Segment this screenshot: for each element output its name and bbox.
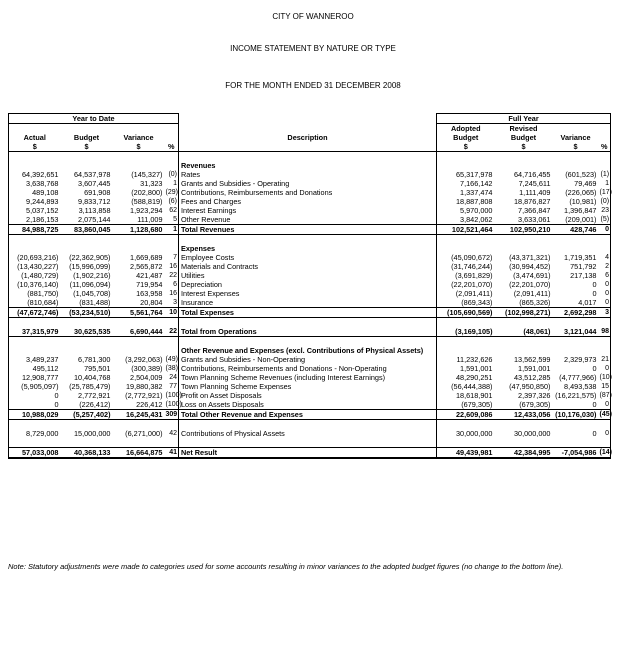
fy-variance-value: 217,138 [570, 271, 597, 280]
variance-value: 16,664,875 [113, 448, 165, 459]
fy-variance-pct: 1 [599, 179, 611, 188]
adopted-budget-value: (105,690,569) [437, 308, 495, 318]
line-description: Loss on Assets Disposals [179, 400, 437, 410]
variance-value: 5,561,764 [113, 308, 165, 318]
line-description: Town Planning Scheme Revenues (including Interest Earnings) [179, 373, 437, 382]
statement-title: INCOME STATEMENT BY NATURE OR TYPE [230, 44, 396, 53]
revised-budget-value: 1,111,409 [519, 188, 551, 197]
line-description: Fees and Charges [179, 197, 437, 206]
fy-variance-pct: (45) [599, 411, 612, 418]
fy-variance-pct: (10) [599, 374, 612, 381]
fy-variance-pct: 6 [599, 271, 611, 280]
fy-variance-value: (209,001) [565, 215, 597, 224]
actual-value: 5,037,152 [9, 206, 61, 215]
variance-value: (300,389) [131, 364, 163, 373]
total-other-row [9, 410, 611, 420]
variance-pct: (6) [165, 197, 179, 206]
budget-value: 9,833,712 [78, 197, 111, 206]
revised-budget-value: 64,716,455 [513, 170, 551, 179]
variance-pct: (0) [165, 170, 179, 179]
adopted-budget-value: 48,290,251 [455, 373, 493, 382]
line-description: Employee Costs [179, 253, 437, 262]
adopted-header-1: Adopted [450, 124, 481, 133]
fy-variance-pct: 0 [599, 280, 611, 289]
line-description: Depreciation [179, 280, 437, 289]
adopted-budget-value: 7,166,142 [460, 179, 493, 188]
revised-budget-value: (43,371,321) [509, 253, 551, 262]
total-operations-row [9, 327, 611, 337]
adopted-budget-value: (3,169,105) [437, 327, 495, 337]
fy-variance-pct: 98 [599, 327, 611, 337]
spacer-row [9, 420, 611, 430]
fy-variance-value: (4,777,966) [559, 373, 597, 382]
adopted-budget-value: 22,609,086 [437, 410, 495, 420]
budget-value: (1,045,708) [73, 289, 111, 298]
variance-value: 421,487 [136, 271, 163, 280]
budget-header: Budget [73, 133, 100, 142]
revised-header-2: Budget [510, 133, 537, 142]
section-heading: Other Revenue and Expenses (excl. Contributions of Physical Assets) [179, 346, 437, 355]
line-description: Contributions of Physical Assets [179, 429, 437, 438]
actual-value: 8,729,000 [9, 429, 61, 438]
variance-value: (202,800) [131, 188, 163, 197]
variance-pct: 7 [165, 253, 179, 262]
budget-value: 3,607,445 [78, 179, 111, 188]
line-description: Total Expenses [179, 308, 437, 318]
budget-value: 3,113,858 [78, 206, 111, 215]
line-item-row [9, 179, 611, 188]
org-name: CITY OF WANNEROO [272, 12, 354, 21]
variance-header: Variance [123, 133, 154, 142]
revised-budget-value: 13,562,599 [513, 355, 551, 364]
revised-budget-value: (102,998,271) [495, 308, 553, 318]
actual-unit: $ [9, 142, 61, 152]
adopted-header-2: Budget [453, 133, 479, 142]
variance-pct: 41 [165, 448, 179, 459]
revised-budget-value: 1,591,001 [518, 364, 551, 373]
variance-value: 2,565,872 [130, 262, 163, 271]
actual-value: 9,244,893 [9, 197, 61, 206]
variance-pct: (29) [165, 189, 178, 196]
budget-value: 15,000,000 [73, 429, 111, 438]
line-item-row [9, 197, 611, 206]
actual-value: 0 [9, 391, 61, 400]
spacer-row [9, 318, 611, 328]
revised-budget-value: (2,091,411) [513, 289, 551, 298]
line-item-row [9, 280, 611, 289]
budget-value: 795,501 [84, 364, 111, 373]
adopted-budget-value: (22,201,070) [451, 280, 493, 289]
variance-value: (2,772,921) [125, 391, 163, 400]
actual-value: 84,988,725 [9, 225, 61, 235]
fy-variance-pct: 15 [599, 382, 611, 391]
fy-variance-pct: 21 [599, 355, 611, 364]
description-header: Description [179, 133, 437, 142]
variance-value: 2,504,009 [130, 373, 163, 382]
line-item-row [9, 400, 611, 410]
actual-value: (47,672,746) [9, 308, 61, 318]
budget-value: (25,785,479) [69, 382, 111, 391]
line-description: Contributions, Reimbursements and Donations - Non-Operating [179, 364, 437, 373]
budget-value: (1,902,216) [73, 271, 111, 280]
budget-value: (5,257,402) [61, 410, 113, 420]
budget-value: 30,625,535 [61, 327, 113, 337]
variance-value: (145,327) [131, 170, 163, 179]
fy-variance-value: 3,121,044 [553, 327, 599, 337]
line-description: Interest Expenses [179, 289, 437, 298]
budget-value: (831,488) [79, 298, 111, 307]
revised-budget-value: 3,633,061 [518, 215, 551, 224]
line-item-row [9, 391, 611, 400]
line-description: Utilities [179, 271, 437, 280]
section-heading: Revenues [179, 161, 437, 170]
line-description: Town Planning Scheme Expenses [179, 382, 437, 391]
adopted-budget-value: 65,317,978 [455, 170, 493, 179]
budget-value: 83,860,045 [61, 225, 113, 235]
variance-pct: 22 [165, 271, 179, 280]
actual-value: 37,315,979 [9, 327, 61, 337]
variance-pct: 1 [165, 179, 179, 188]
fy-variance-value: 0 [592, 364, 597, 373]
adopted-budget-value: 102,521,464 [437, 225, 495, 235]
fy-variance-value: 8,493,538 [564, 382, 597, 391]
variance-pct: (100) [165, 401, 182, 408]
section-heading-row [9, 244, 611, 253]
adopted-budget-value: 18,887,808 [455, 197, 493, 206]
fy-variance-value: 0 [592, 400, 597, 409]
adopted-budget-value: 1,591,001 [460, 364, 493, 373]
line-description: Total from Operations [179, 327, 437, 337]
actual-value: (810,684) [9, 298, 61, 308]
fy-variance-pct: 0 [599, 429, 611, 438]
revised-budget-value: 102,950,210 [495, 225, 553, 235]
variance-value: 1,669,689 [130, 253, 163, 262]
line-item-row [9, 289, 611, 298]
adopted-unit: $ [437, 142, 495, 152]
fy-variance-value: -7,054,986 [553, 448, 599, 459]
total-expenses-row [9, 308, 611, 318]
variance-value: (6,271,000) [125, 429, 163, 438]
fy-variance-value: 1,719,351 [564, 253, 597, 262]
adopted-budget-value: (679,305) [461, 400, 493, 409]
revised-budget-value: (48,061) [495, 327, 553, 337]
fy-variance-value: (16,221,575) [555, 391, 597, 400]
actual-header: Actual [9, 133, 61, 142]
actual-value: 10,988,029 [9, 410, 61, 420]
line-item-row [9, 271, 611, 280]
fy-variance-value: 0 [592, 280, 597, 289]
variance-pct: (38) [165, 365, 178, 372]
adopted-budget-value: 5,970,000 [460, 206, 493, 215]
variance-value: 111,009 [137, 215, 163, 224]
fy-variance-value: (601,523) [565, 170, 597, 179]
variance-pct: 42 [165, 429, 179, 438]
variance-value: 16,245,431 [113, 410, 165, 420]
line-item-row [9, 262, 611, 271]
fy-variance-unit: $ [553, 142, 599, 152]
line-description: Total Revenues [179, 225, 437, 235]
fy-variance-pct: (5) [600, 216, 610, 223]
fy-variance-header: Variance [560, 133, 591, 142]
variance-pct: 1 [165, 225, 179, 235]
section-heading-row [9, 161, 611, 170]
fy-variance-value: 2,692,298 [553, 308, 599, 318]
variance-unit: $ [113, 142, 165, 152]
spacer-row [9, 152, 611, 162]
budget-value: (11,096,094) [69, 280, 111, 289]
variance-pct: 6 [165, 280, 179, 289]
actual-value: 3,638,768 [9, 179, 61, 188]
variance-pct: 22 [165, 327, 179, 337]
adopted-budget-value: 11,232,626 [456, 355, 493, 364]
actual-value: (13,430,227) [9, 262, 61, 271]
fy-variance-value: 0 [592, 289, 597, 298]
variance-value: 163,958 [136, 289, 163, 298]
line-item-row [9, 364, 611, 373]
variance-pct: 16 [165, 262, 179, 271]
revised-budget-value: (47,950,850) [509, 382, 551, 391]
fy-variance-pct-unit: % [599, 142, 611, 152]
actual-value: (881,750) [9, 289, 61, 298]
revised-header-1: Revised [509, 124, 538, 133]
actual-value: 57,033,008 [9, 448, 61, 459]
line-description: Grants and Subsidies - Operating [179, 179, 437, 188]
adopted-budget-value: 3,842,062 [460, 215, 493, 224]
fy-variance-pct: (1) [600, 171, 610, 178]
fy-variance-pct: 0 [599, 364, 611, 373]
budget-value: (53,234,510) [61, 308, 113, 318]
budget-value: (15,996,099) [69, 262, 111, 271]
line-description: Insurance [179, 298, 437, 308]
revised-budget-value: 7,366,847 [518, 206, 551, 215]
variance-value: 1,128,680 [113, 225, 165, 235]
fy-variance-pct: 4 [599, 253, 611, 262]
budget-value: 40,368,133 [61, 448, 113, 459]
net-result-row [9, 448, 611, 459]
statement-period: FOR THE MONTH ENDED 31 DECEMBER 2008 [225, 81, 401, 90]
revised-budget-value: (679,305) [519, 400, 551, 409]
actual-value: (10,376,140) [9, 280, 61, 289]
fy-variance-pct: 2 [599, 262, 611, 271]
budget-value: (226,412) [79, 400, 111, 409]
fy-variance-value: 751,792 [570, 262, 597, 271]
variance-value: 20,804 [140, 298, 163, 307]
variance-pct: 309 [165, 411, 178, 418]
line-description: Net Result [179, 448, 437, 459]
revised-budget-value: 42,384,995 [495, 448, 553, 459]
variance-pct: (49) [165, 356, 178, 363]
budget-value: (22,362,905) [69, 253, 111, 262]
adopted-budget-value: (2,091,411) [455, 289, 493, 298]
line-item-row [9, 206, 611, 215]
fy-variance-value: (10,981) [569, 197, 597, 206]
variance-value: 31,323 [140, 179, 163, 188]
income-statement-table [8, 113, 610, 459]
budget-unit: $ [61, 142, 113, 152]
fy-variance-pct: (0) [600, 198, 610, 205]
revised-budget-value: 7,245,611 [518, 179, 551, 188]
actual-value: 489,108 [9, 188, 61, 197]
revised-budget-value: 30,000,000 [513, 429, 551, 438]
adopted-budget-value: 1,337,474 [460, 188, 493, 197]
fy-variance-pct: 0 [599, 298, 611, 308]
adopted-budget-value: (45,090,672) [451, 253, 493, 262]
fy-variance-pct: 3 [599, 308, 611, 318]
line-description: Grants and Subsidies - Non-Operating [179, 355, 437, 364]
revised-budget-value: (30,994,452) [509, 262, 551, 271]
revised-unit: $ [495, 142, 553, 152]
variance-value: 19,880,382 [125, 382, 163, 391]
ytd-header: Year to Date [9, 114, 179, 124]
actual-value: 0 [9, 400, 61, 410]
revised-budget-value: (22,201,070) [509, 280, 551, 289]
full-year-header: Full Year [437, 114, 611, 124]
line-description: Profit on Asset Disposals [179, 391, 437, 400]
budget-value: 6,781,300 [78, 355, 111, 364]
actual-value: (1,480,729) [9, 271, 61, 280]
fy-variance-value: (226,065) [565, 188, 597, 197]
budget-value: 10,404,768 [73, 373, 111, 382]
budget-value: 691,908 [84, 188, 111, 197]
revised-budget-value: 43,512,285 [513, 373, 551, 382]
section-heading: Expenses [179, 244, 437, 253]
variance-pct: 10 [165, 308, 179, 318]
revised-budget-value: 2,397,326 [518, 391, 551, 400]
variance-pct: 24 [165, 373, 179, 382]
variance-pct: 5 [165, 215, 179, 225]
variance-value: (3,292,063) [125, 355, 163, 364]
spacer-row [9, 235, 611, 245]
fy-variance-value: 79,469 [574, 179, 597, 188]
contributions-physical-assets-row [9, 429, 611, 438]
line-item-row [9, 215, 611, 225]
variance-value: 6,690,444 [113, 327, 165, 337]
variance-value: 719,954 [136, 280, 163, 289]
line-item-row [9, 298, 611, 308]
fy-variance-pct: (87) [599, 392, 612, 399]
fy-variance-pct: (17) [599, 189, 612, 196]
variance-pct: 16 [165, 289, 179, 298]
budget-value: 2,772,921 [78, 391, 111, 400]
actual-value: 2,186,153 [9, 215, 61, 225]
revised-budget-value: (865,326) [519, 298, 551, 307]
adopted-budget-value: 49,439,981 [437, 448, 495, 459]
variance-pct-unit: % [165, 142, 179, 152]
budget-value: 64,537,978 [73, 170, 111, 179]
budget-value: 2,075,144 [78, 215, 111, 224]
line-item-row [9, 170, 611, 179]
fy-variance-pct: 0 [599, 225, 611, 235]
fy-variance-pct: 23 [599, 206, 611, 215]
actual-value: 495,112 [9, 364, 61, 373]
statutory-note: Note: Statutory adjustments were made to categories used for some accounts resulting in minor variances to the adopted budget figures (no change to the bottom line). [8, 562, 564, 571]
variance-pct: 77 [165, 382, 179, 391]
variance-pct: 3 [165, 298, 179, 308]
line-description: Interest Earnings [179, 206, 437, 215]
line-item-row [9, 355, 611, 364]
line-description: Materials and Contracts [179, 262, 437, 271]
line-item-row [9, 253, 611, 262]
fy-variance-value: 2,329,973 [564, 355, 597, 364]
line-item-row [9, 373, 611, 382]
line-item-row [9, 188, 611, 197]
actual-value: 12,908,777 [9, 373, 61, 382]
variance-value: 1,923,294 [130, 206, 163, 215]
actual-value: (20,693,216) [9, 253, 61, 262]
fy-variance-value: 0 [592, 429, 597, 438]
adopted-budget-value: (56,444,388) [451, 382, 493, 391]
adopted-budget-value: 30,000,000 [455, 429, 493, 438]
line-description: Total Other Revenue and Expenses [179, 410, 437, 420]
variance-value: 226,412 [136, 400, 163, 409]
revised-budget-value: 12,433,056 [495, 410, 553, 420]
actual-value: 3,489,237 [9, 355, 61, 364]
section-heading-row [9, 346, 611, 355]
adopted-budget-value: (3,691,829) [455, 271, 493, 280]
total-revenues-row [9, 225, 611, 235]
adopted-budget-value: (869,343) [461, 298, 493, 307]
spacer-row [9, 438, 611, 448]
adopted-budget-value: (31,746,244) [451, 262, 493, 271]
spacer-row [9, 337, 611, 347]
fy-variance-value: 4,017 [578, 298, 597, 307]
fy-variance-value: 1,396,847 [564, 206, 597, 215]
fy-variance-value: 428,746 [553, 225, 599, 235]
variance-pct: 62 [165, 206, 179, 215]
actual-value: 64,392,651 [9, 170, 61, 179]
revised-budget-value: 18,876,827 [513, 197, 551, 206]
fy-variance-pct: 0 [599, 289, 611, 298]
variance-value: (588,819) [131, 197, 163, 206]
fy-variance-pct: 0 [599, 400, 611, 410]
actual-value: (5,905,097) [9, 382, 61, 391]
fy-variance-value: (10,176,030) [553, 410, 599, 420]
line-description: Other Revenue [179, 215, 437, 225]
fy-variance-pct: (14) [599, 449, 612, 456]
variance-pct: (100) [165, 392, 182, 399]
adopted-budget-value: 18,618,901 [455, 391, 493, 400]
line-description: Contributions, Reimbursements and Donations [179, 188, 437, 197]
line-item-row [9, 382, 611, 391]
line-description: Rates [179, 170, 437, 179]
revised-budget-value: (3,474,691) [513, 271, 551, 280]
